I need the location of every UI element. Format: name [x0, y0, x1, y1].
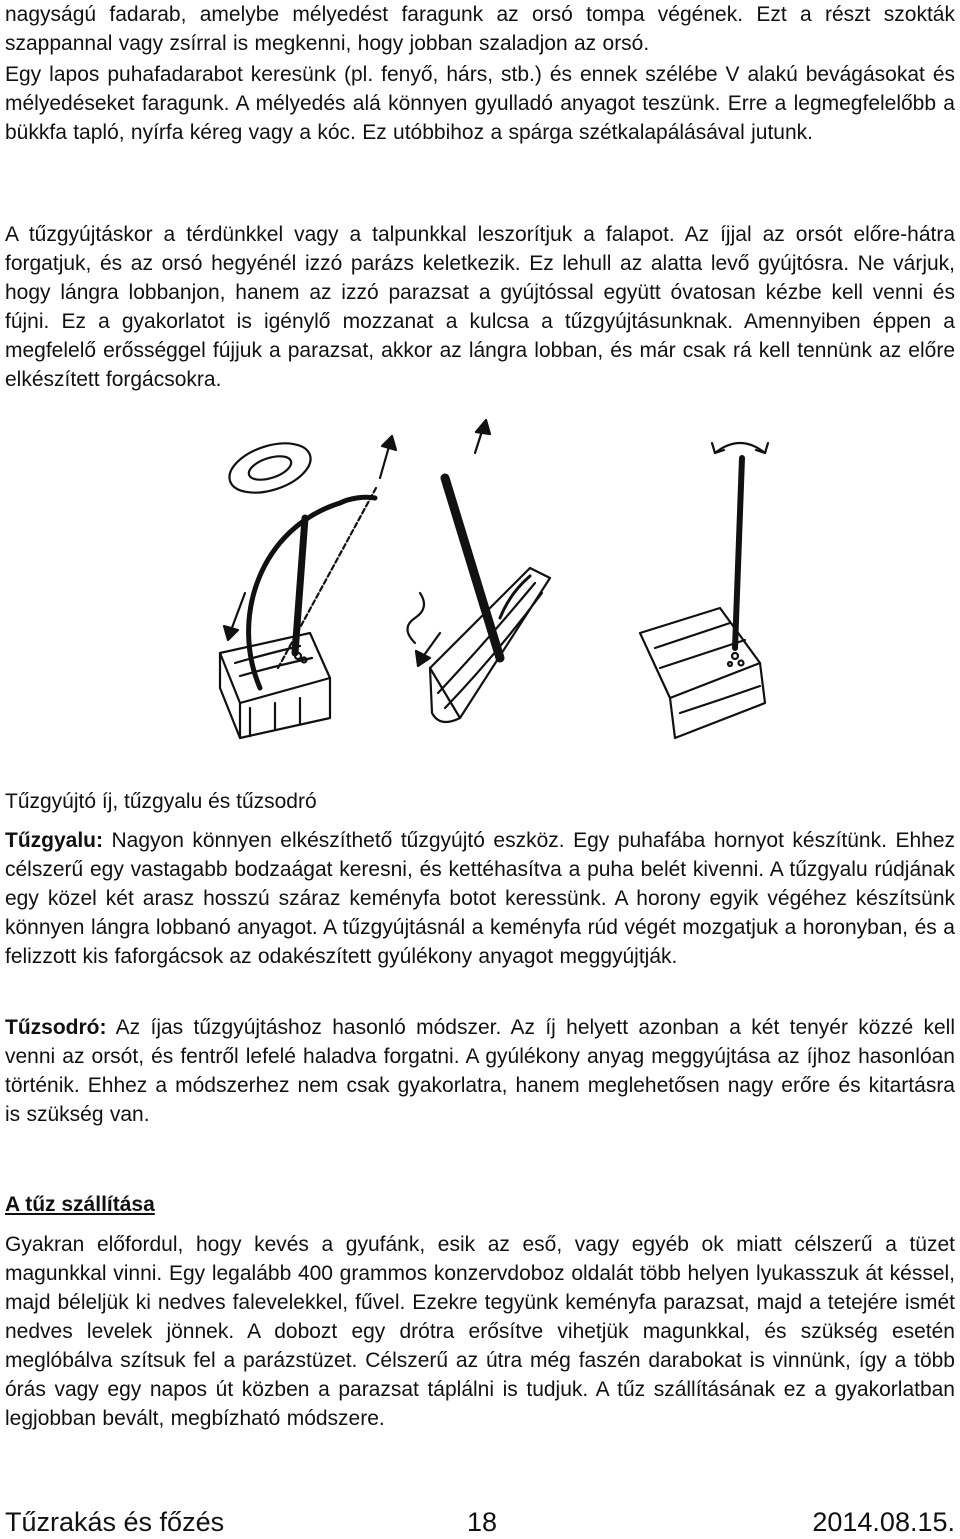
fire-drill-description: Az íjas tűzgyújtáshoz hasonló módszer. Az íj helyett azonban a két tenyér közzé kell venni az orsót, és fentről lefelé haladva forgatni. A gyúlékony anyag meggyújtása az íjhoz hasonlóan történik. Ehhez a módszerhez nem csak gyakorlatra, hanem meglehetősen nagy erőre és kitartásra is szükség van.: [5, 1016, 955, 1126]
page-number: 18: [467, 1507, 498, 1537]
section-heading: A tűz szállítása: [5, 1193, 155, 1216]
figure-caption: Tűzgyújtó íj, tűzgyalu és tűzsodró: [5, 790, 317, 813]
fire-plough-drawing: [408, 420, 551, 722]
page-footer: [5, 1505, 955, 1539]
paragraph-fire-transport: Gyakran előfordul, hogy kevés a gyufánk, esik az eső, vagy egyéb ok miatt célszerű a tüzet magunkkal vinni. Egy legalább 400 grammos konzervdoboz oldalát több helyen lyukasszuk át késsel, majd béleljük ki nedves falevelekkel, fűvel. Ezekre tegyünk keményfa parazsat, majd a tetejére ismét nedves levelek jönnek. A dobozt egy drótra erősítve vihetjük magunkkal, és szükség esetén meglóbálva szítsuk fel a parázstüzet. Célszerű az útra még faszén darabokat is vinnünk, így a több órás vagy egy napos út közben a parazsat táplálni is tudjuk. A tűz szállításának ez a gyakorlatban legjobban bevált, megbízható módszere.: [5, 1233, 955, 1430]
paragraph-fire-drill: [5, 1013, 955, 1129]
paragraph-intro-continuation: nagyságú fadarab, amelybe mélyedést faragunk az orsó tompa végének. Ezt a részt szokták szappannal vagy zsírral is megkenni, hogy jobban szaladjon az orsó.: [5, 3, 955, 55]
paragraph-board-preparation: Egy lapos puhafadarabot keresünk (pl. fenyő, hárs, stb.) és ennek szélébe V alakú bevágásokat és mélyedéseket faragunk. A mélyedés alá könnyen gyulladó anyagot teszünk. Erre a legmegfelelőbb a bükkfa tapló, nyírfa kéreg vagy a kóc. Ez utóbbihoz a spárga szétkalapálásával jutunk.: [5, 63, 955, 144]
footer-date: 2014.08.15.: [812, 1507, 955, 1537]
paragraph-fire-plough: [5, 826, 955, 971]
fire-bow-drawing: [220, 434, 396, 738]
footer-title: Tűzrakás és főzés: [5, 1507, 225, 1537]
term-fire-drill: Tűzsodró:: [5, 1016, 107, 1039]
fire-tools-illustration: [200, 418, 800, 768]
paragraph-fire-lighting: A tűzgyújtáskor a térdünkkel vagy a talpunkkal leszorítjuk a falapot. Az íjjal az orsót előre-hátra forgatjuk, és az orsó hegyénél izzó parázs keletkezik. Ez lehull az alatta levő gyújtósra. Ne várjuk, hogy lángra lobbanjon, hanem az izzó parazsat a gyújtóssal együtt óvatosan kézbe kell venni és fújni. Ez a gyakorlatot is igénylő mozzanat a kulcsa a tűzgyújtásunknak. Amennyiben éppen a megfelelő erősséggel fújjuk a parazsat, akkor az lángra lobban, és már csak rá kell tennünk az előre elkészített forgácsokra.: [5, 223, 955, 391]
fire-drill-drawing: [640, 443, 768, 738]
term-fire-plough: Tűzgyalu:: [5, 829, 103, 852]
fire-plough-description: Nagyon könnyen elkészíthető tűzgyújtó eszköz. Egy puhafába hornyot készítünk. Ehhez célszerű egy vastagabb bodzaágat keresni, és kettéhasítva a puha belét kivenni. A tűzgyalu rúdjának egy közel két arasz hosszú száraz keményfa botot keressünk. A horony egyik végéhez készítsünk könnyen lángra lobbanó anyagot. A tűzgyújtásnál a keményfa rúd végét mozgatjuk a horonyban, és a felizzott kis faforgácsok az odakészített gyúlékony anyagot meggyújtják.: [5, 829, 955, 968]
